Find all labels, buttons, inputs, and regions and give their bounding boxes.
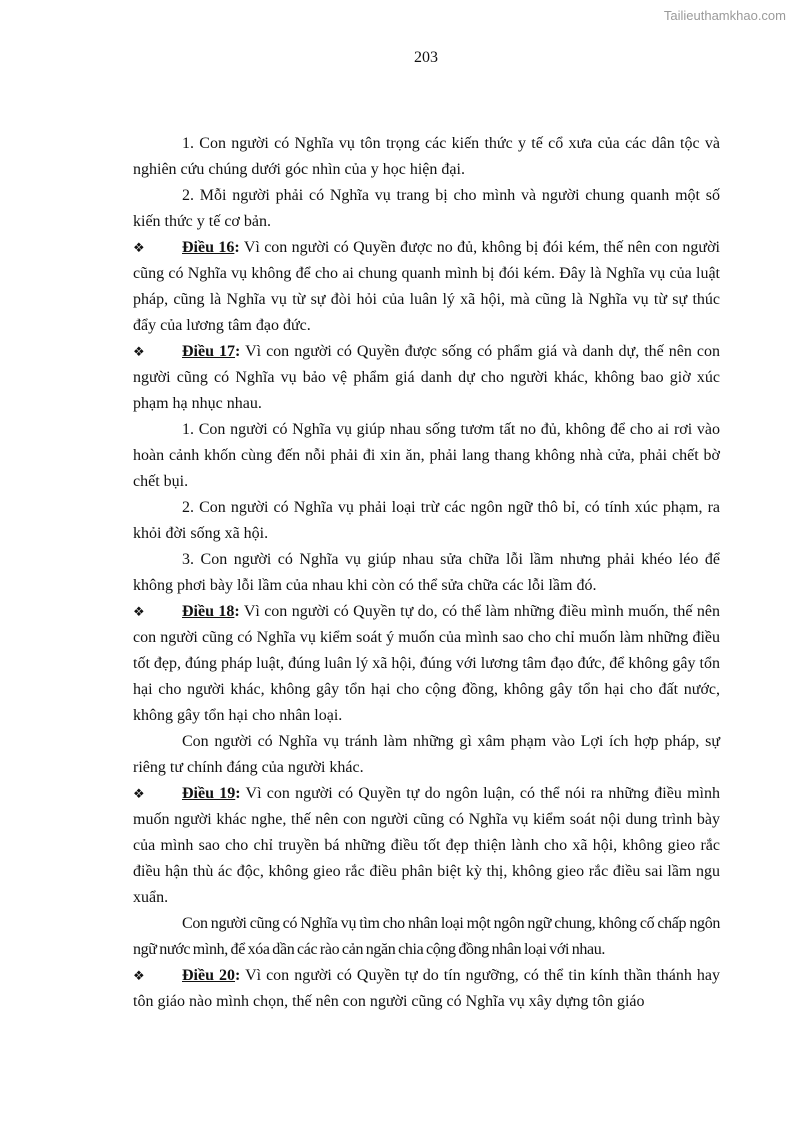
diamond-bullet-icon: ❖ (133, 968, 145, 983)
article-colon: : (235, 785, 241, 802)
article-18 (133, 599, 720, 729)
page-number: 203 (414, 49, 438, 66)
article-title: Điều 19 (182, 785, 236, 802)
paragraph: Con người cũng có Nghĩa vụ tìm cho nhân loại một ngôn ngữ chung, không cố chấp ngôn ngữ nước mình, để xóa dần các rào cản ngăn chia cộng đồng nhân loại với nhau. (133, 915, 720, 958)
document-body (133, 131, 720, 1015)
article-title: Điều 18 (182, 603, 235, 620)
article-colon: : (235, 967, 241, 984)
article-text: Vì con người có Quyền tự do ngôn luận, có thể nói ra những điều mình muốn người khác nghe, thế nên con người cũng có Nghĩa vụ kiểm soát nội dung trình bày của mình sao cho chỉ truyền bá những điều tốt đẹp thiện lành cho xã hội, không gieo rắc điều hận thù ác độc, không gieo rắc điều phân biệt kỳ thị, không gieo rắc điều sai lầm ngu xuẩn. (133, 785, 720, 906)
paragraph: Con người có Nghĩa vụ tránh làm những gì xâm phạm vào Lợi ích hợp pháp, sự riêng tư chính đáng của người khác. (133, 733, 720, 776)
paragraph: 2. Con người có Nghĩa vụ phải loại trừ các ngôn ngữ thô bỉ, có tính xúc phạm, ra khỏi đời sống xã hội. (133, 499, 720, 542)
article-text: Vì con người có Quyền tự do, có thể làm những điều mình muốn, thế nên con người cũng có Nghĩa vụ kiểm soát ý muốn của mình sao cho chỉ muốn làm những điều tốt đẹp, đúng pháp luật, đúng luân lý xã hội, đúng với lương tâm đạo đức, để không gây tổn hại cho người khác, không gây tổn hại cho cộng đồng, không gây tổn hại cho đất nước, không gây tổn hại cho nhân loại. (133, 603, 721, 724)
article-text: Vì con người có Quyền tự do tín ngưỡng, có thể tin kính thần thánh hay tôn giáo nào mình chọn, thế nên con người cũng có Nghĩa vụ xây dựng tôn giáo (133, 967, 721, 1010)
article-19 (133, 781, 720, 911)
article-colon: : (234, 239, 240, 256)
article-20 (133, 963, 720, 1015)
article-colon: : (234, 603, 240, 620)
article-17 (133, 339, 720, 417)
article-colon: : (235, 343, 241, 360)
article-title: Điều 17 (182, 343, 236, 360)
article-16 (133, 235, 720, 339)
diamond-bullet-icon: ❖ (133, 344, 145, 359)
paragraph: 2. Mỗi người phải có Nghĩa vụ trang bị cho mình và người chung quanh một số kiến thức y tế cơ bản. (133, 187, 720, 230)
diamond-bullet-icon: ❖ (133, 240, 145, 255)
diamond-bullet-icon: ❖ (133, 604, 145, 619)
article-text: Vì con người có Quyền được no đủ, không bị đói kém, thế nên con người cũng có Nghĩa vụ không để cho ai chung quanh mình bị đói kém. Đây là Nghĩa vụ của luật pháp, cũng là Nghĩa vụ từ sự đòi hỏi của luân lý xã hội, mà cũng là Nghĩa vụ từ sự thúc đẩy của lương tâm đạo đức. (133, 239, 720, 334)
paragraph: 1. Con người có Nghĩa vụ giúp nhau sống tươm tất no đủ, không để cho ai rơi vào hoàn cảnh khốn cùng đến nỗi phải đi xin ăn, phải lang thang không nhà cửa, phải chết bờ chết bụi. (133, 421, 720, 490)
article-text: Vì con người có Quyền được sống có phẩm giá và danh dự, thế nên con người cũng có Nghĩa vụ bảo vệ phẩm giá danh dự cho người khác, không bao giờ xúc phạm hạ nhục nhau. (133, 343, 720, 412)
diamond-bullet-icon: ❖ (133, 786, 145, 801)
paragraph: 1. Con người có Nghĩa vụ tôn trọng các kiến thức y tế cổ xưa của các dân tộc và nghiên cứu chúng dưới góc nhìn của y học hiện đại. (133, 135, 720, 178)
watermark: Tailieuthamkhao.com (663, 8, 786, 23)
article-title: Điều 16 (182, 239, 235, 256)
article-title: Điều 20 (182, 967, 236, 984)
paragraph: 3. Con người có Nghĩa vụ giúp nhau sửa chữa lỗi lầm nhưng phải khéo léo để không phơi bày lỗi lầm của nhau khi còn có thể sửa chữa các lỗi lầm đó. (133, 551, 720, 594)
